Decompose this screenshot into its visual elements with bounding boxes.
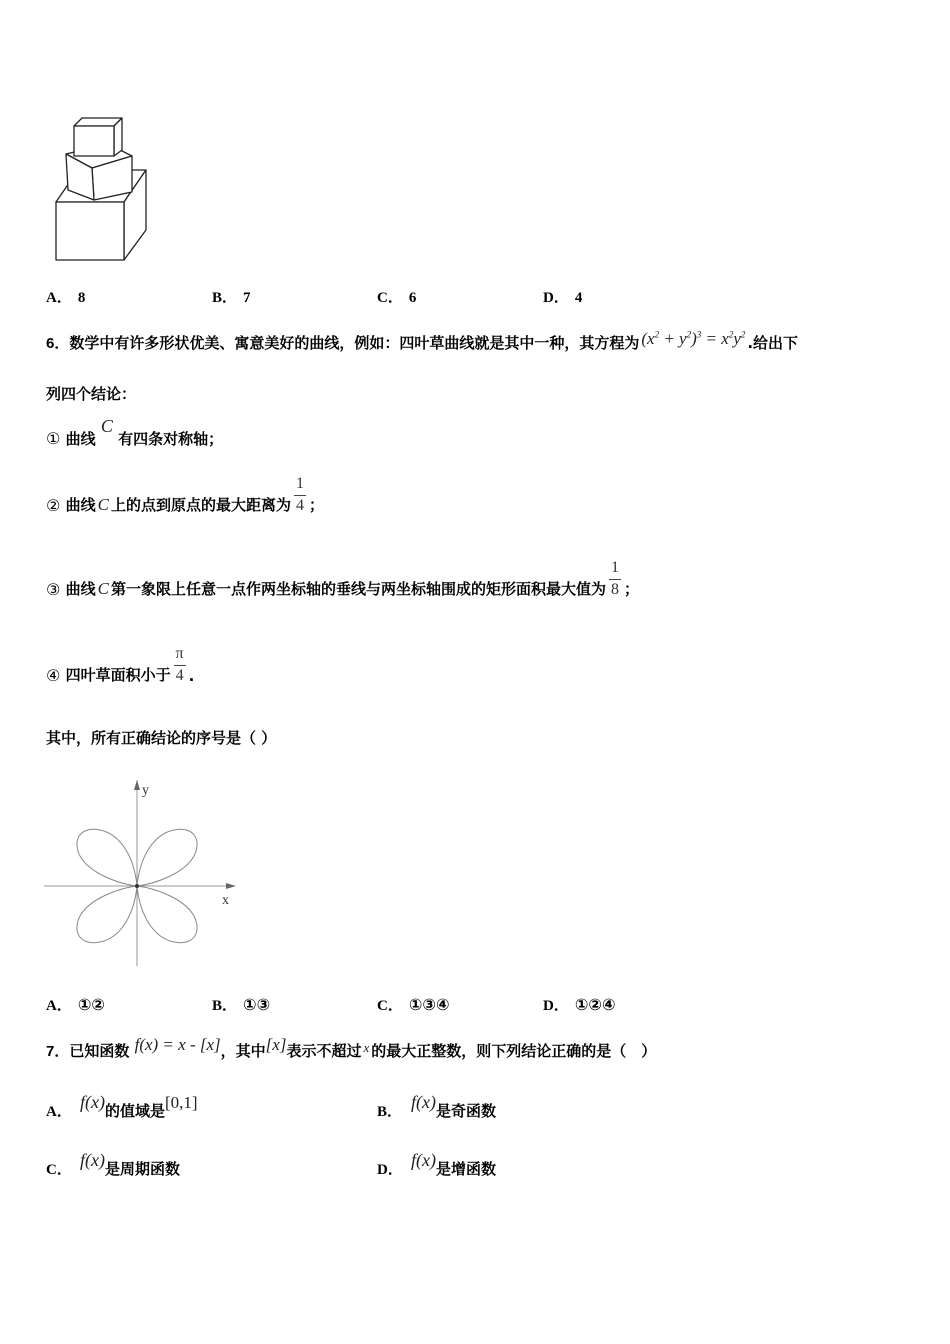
statement-tail: ； <box>308 495 324 514</box>
q6-stem-line2: 列四个结论： <box>46 385 137 403</box>
fraction-one-eighth: $\frac{1}{8}$ <box>610 559 619 598</box>
statement-pre: 曲线 <box>65 495 96 514</box>
option-letter: B． <box>212 998 238 1014</box>
question-number: 7． <box>46 1043 70 1060</box>
curve-var-c: C <box>97 494 109 514</box>
statement-post: 上的点到原点的最大距离为 <box>110 495 291 514</box>
q6-option-b[interactable] <box>212 994 270 1015</box>
option-letter: C． <box>377 998 403 1014</box>
q5-option-a[interactable] <box>46 286 85 307</box>
option-value: 8 <box>77 290 86 306</box>
q7-floor-x: [x] <box>265 1035 287 1054</box>
q6-statement-3 <box>46 560 639 599</box>
option-value: 7 <box>243 290 251 306</box>
q6-statement-1 <box>46 416 224 449</box>
q7-stem-c: 表示不超过 <box>286 1042 362 1060</box>
q6-equation: $(x^2 + y^2)^3 = x^2y^2$ <box>641 329 746 348</box>
q6-statement-2 <box>46 476 324 515</box>
q7-option-c[interactable] <box>46 1150 180 1178</box>
q7-stem-a: 已知函数 <box>69 1042 130 1060</box>
q7-stem-d: 的最大正整数，则下列结论正确的是（ ） <box>371 1042 657 1060</box>
range-interval: [0,1] <box>165 1093 198 1112</box>
option-letter: D． <box>543 998 569 1014</box>
question-number: 6． <box>46 335 70 352</box>
option-value: 4 <box>574 290 583 306</box>
x-axis-label: x <box>222 893 229 908</box>
fx-label: f(x) <box>411 1092 436 1112</box>
option-text: 是奇函数 <box>435 1102 496 1120</box>
fraction-one-quarter: $\frac{1}{4}$ <box>295 475 304 514</box>
statement-tail: . <box>188 666 195 685</box>
option-letter: D． <box>543 290 569 306</box>
statement-mark: ① <box>46 429 61 448</box>
fx-label: f(x) <box>80 1150 105 1170</box>
option-letter: C． <box>377 290 403 306</box>
q7-var-x: x <box>363 1040 370 1055</box>
option-text: 是增函数 <box>435 1160 496 1178</box>
q6-option-a[interactable] <box>46 994 105 1015</box>
four-leaf-clover-graph <box>44 776 244 970</box>
option-letter: C． <box>46 1162 72 1178</box>
stacked-cubes-figure <box>48 112 158 264</box>
q7-stem <box>46 1035 657 1061</box>
y-axis-label: y <box>142 783 149 798</box>
q7-option-a[interactable] <box>46 1092 198 1120</box>
statement-post: 第一象限上任意一点作两坐标轴的垂线与两坐标轴围成的矩形面积最大值为 <box>110 579 606 598</box>
fx-label: f(x) <box>411 1150 436 1170</box>
q5-option-d[interactable] <box>543 286 582 307</box>
statement-post: 有四条对称轴； <box>118 430 224 448</box>
option-value: 6 <box>408 290 417 306</box>
q6-question: 其中，所有正确结论的序号是（ ） <box>46 729 277 747</box>
q6-stem-line1 <box>46 329 799 353</box>
curve-var-c: C <box>100 416 113 436</box>
statement-mark: ④ <box>46 665 61 685</box>
curve-var-c: C <box>97 578 109 598</box>
q7-option-b[interactable] <box>377 1092 496 1120</box>
q6-stem-tail: .给出下 <box>747 334 799 352</box>
q6-stem-text: 数学中有许多形状优美、寓意美好的曲线，例如：四叶草曲线就是其中一种，其方程为 <box>69 334 640 352</box>
statement-pre: 四叶草面积小于 <box>65 665 171 684</box>
option-letter: A． <box>46 998 72 1014</box>
q6-option-c[interactable] <box>377 994 449 1015</box>
option-text: 的值域是 <box>104 1102 165 1120</box>
q7-stem-b: ，其中 <box>220 1042 266 1060</box>
option-value: ①②④ <box>574 995 616 1014</box>
q5-option-b[interactable] <box>212 286 251 307</box>
option-letter: A． <box>46 1104 72 1120</box>
option-text: 是周期函数 <box>104 1160 180 1178</box>
fx-label: f(x) <box>80 1092 105 1112</box>
fraction-pi-quarter: $\frac{\pi}{4}$ <box>175 645 184 684</box>
option-letter: B． <box>212 290 238 306</box>
statement-tail: ； <box>623 579 639 598</box>
option-value: ①③ <box>243 995 271 1014</box>
q6-statement-4 <box>46 646 194 685</box>
statement-mark: ② <box>46 495 61 515</box>
statement-pre: 曲线 <box>65 430 96 448</box>
option-value: ①② <box>77 995 105 1014</box>
statement-pre: 曲线 <box>65 579 96 598</box>
option-letter: D． <box>377 1162 403 1178</box>
q7-option-d[interactable] <box>377 1150 496 1178</box>
statement-mark: ③ <box>46 579 61 599</box>
q7-function-definition: f(x) = x - [x] <box>134 1035 221 1054</box>
q5-option-c[interactable] <box>377 286 416 307</box>
option-value: ①③④ <box>408 995 450 1014</box>
q6-option-d[interactable] <box>543 994 615 1015</box>
option-letter: B． <box>377 1104 403 1120</box>
option-letter: A． <box>46 290 72 306</box>
